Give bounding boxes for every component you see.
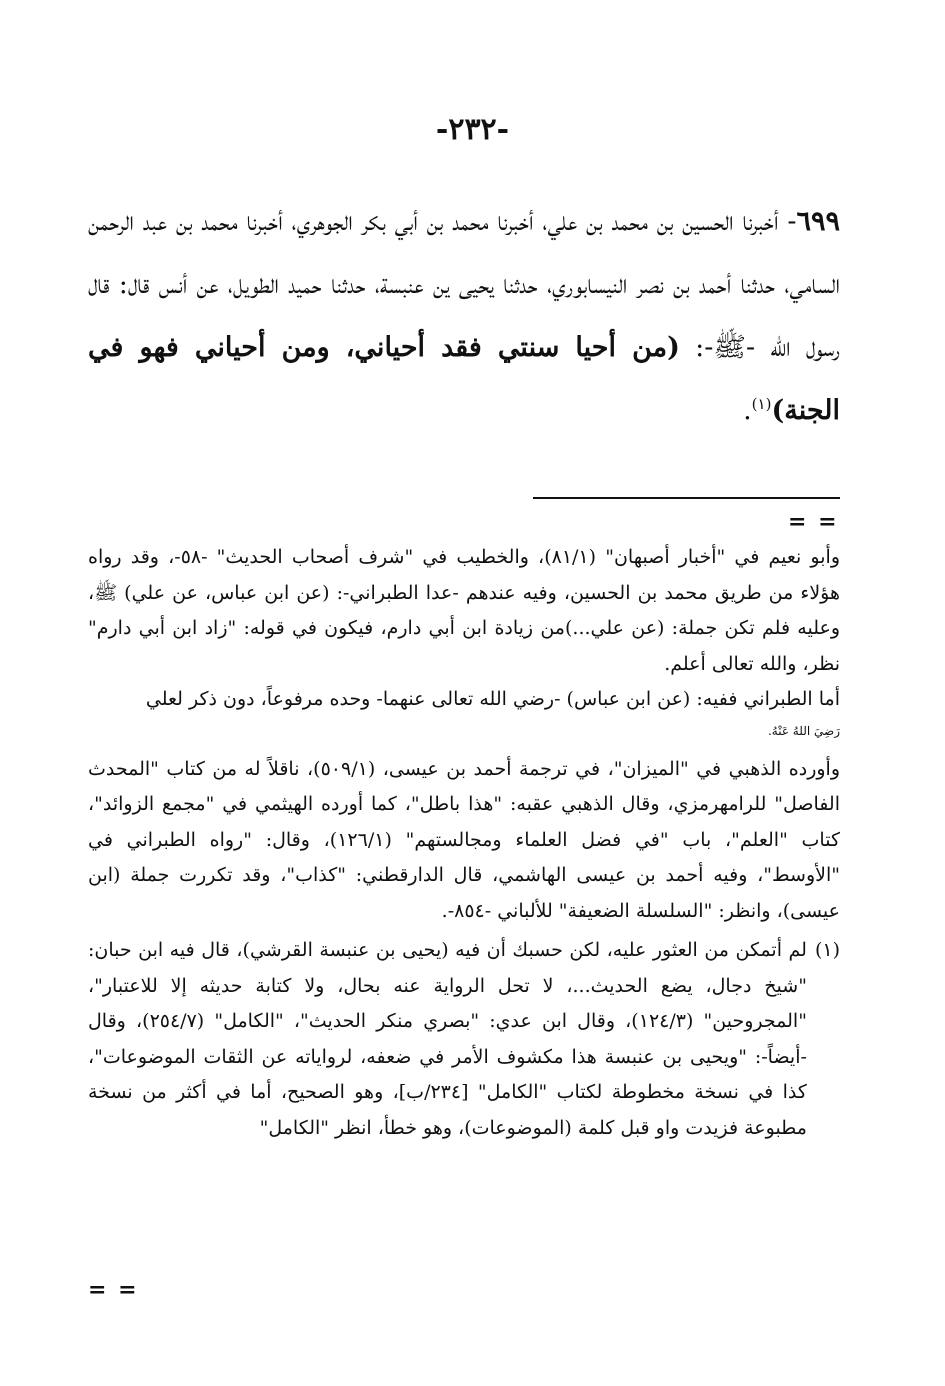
footnote-paragraph: وأبو نعيم في "أخبار أصبهان" (٨١/١)، والخطيب في "شرف أصحاب الحديث" -٥٨-، وقد رواه هؤلاء من طريق محمد بن الحسين، وفيه عندهم -عدا الطبراني-: (عن ابن عباس، عن علي) ﷺ، وعليه فلم تكن جملة: (عن علي...)من زيادة ابن أبي دارم، فيكون في قوله: "زاد ابن أبي دارم" نظر، والله تعالى أعلم. [88, 546, 840, 675]
footnote-1 [88, 933, 840, 1146]
footnote-continued [88, 540, 840, 929]
footnote-paragraph: وأورده الذهبي في "الميزان"، في ترجمة أحمد بن عيسى، (٥٠٩/١)، ناقلاً له من كتاب "المحدث الفاصل" للرامهرمزي، وقال الذهبي عقبه: "هذا باطل"، كما أورده الهيثمي في "مجمع الزوائد"، كتاب "العلم"، باب "في فضل العلماء ومجالستهم" (١٢٦/١)، وقال: "رواه الطبراني في "الأوسط"، وفيه أحمد بن عيسى الهاشمي، قال الدارقطني: "كذاب"، وقد تكررت جملة (ابن عيسى)، وانظر: "السلسلة الضعيفة" للألباني -٨٥٤-. [88, 757, 840, 922]
continuation-mark-top: = = [788, 509, 839, 535]
footnote-text: لم أتمكن من العثور عليه، لكن حسبك أن فيه (يحيى بن عنبسة القرشي)، قال فيه ابن حبان: "شيخ دجال، يضع الحديث...، لا تحل الرواية عنه بحال، ولا كتابة حديثه إلا للاعتبار"، "المجروحين" (١٢٤/٣)، وقال ابن عدي: "بصري منكر الحديث"، "الكامل" (٢٥٤/٧)، وقال -أيضاً-: "ويحيى بن عنبسة هذا مكشوف الأمر في ضعفه، لرواياته عن الثقات الموضوعات"، كذا في نسخة مخطوطة لكتاب "الكامل" [٢٣٤/ب]، وهو الصحيح، أما في أكثر من نسخة مطبوعة فزيدت واو قبل كلمة (الموضوعات)، وهو خطأ، انظر "الكامل" [88, 939, 807, 1139]
hadith-main-text [88, 190, 840, 442]
footnote-paragraph: أما الطبراني ففيه: (عن ابن عباس) -رضي الله تعالى عنهما- وحده مرفوعاً، دون ذكر لعلي [145, 688, 840, 710]
footnote-reference: (١) [751, 395, 772, 413]
footnote-separator-line [533, 497, 840, 499]
hadith-number: ٦٩٩ [796, 206, 840, 237]
hadith-quote: (من أحيا سنتي فقد أحياني، ومن أحياني فهو في الجنة) [88, 332, 840, 426]
continuation-mark-bottom: = = [88, 1277, 139, 1303]
salutation-glyph: رَضِيَ اللهُ عَنْهُ. [767, 723, 840, 738]
footnotes-section [88, 540, 840, 1146]
hadith-end-period: . [743, 395, 752, 426]
footnote-number: (١) [814, 939, 840, 961]
page-number: -٢٣٢- [435, 112, 510, 147]
hadith-chain: - أخبرنا الحسين بن محمد بن علي، أخبرنا محمد بن أبي بكر الجوهري، أخبرنا محمد بن عبد الرحمن السامي، حدثنا أحمد بن نصر النيسابوري، حدثنا يحيى ين عنبسة، حدثنا حميد الطويل، عن أنس قال: قال رسول الله -ﷺ-: [88, 206, 840, 363]
